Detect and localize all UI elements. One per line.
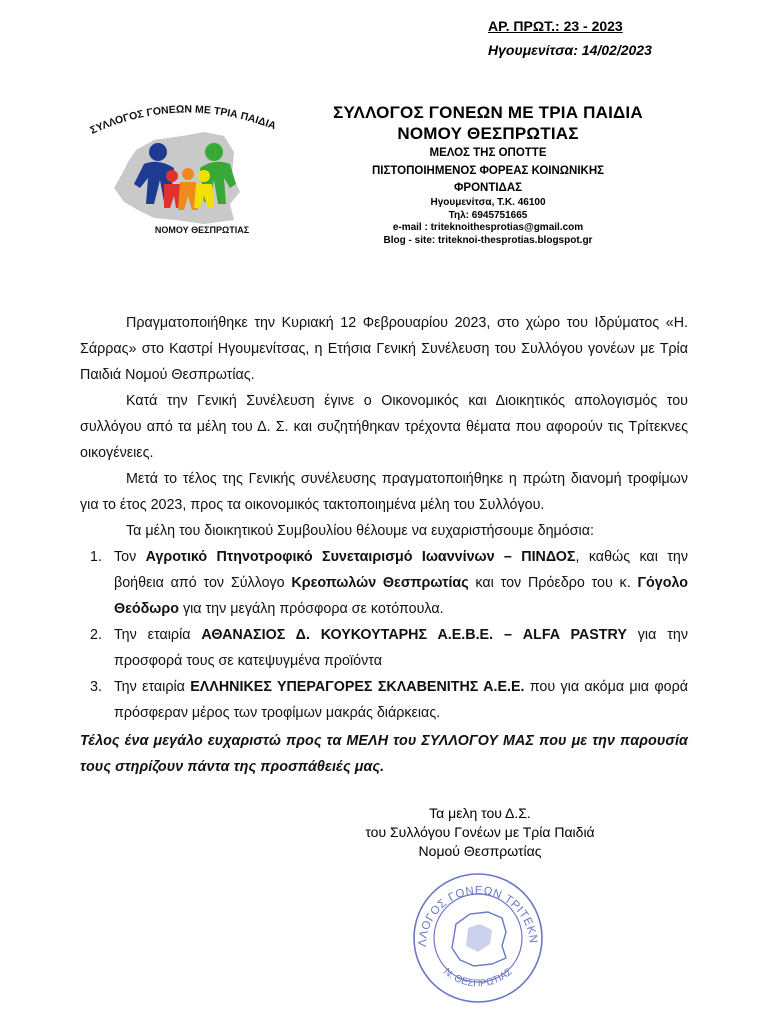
- list-item: 2. Την εταιρία ΑΘΑΝΑΣΙΟΣ Δ. ΚΟΥΚΟΥΤΑΡΗΣ Α.Ε.Β.Ε. – ALFA PASTRY για την προσφορά τους σε κατεψυγμένα προϊόντα: [90, 627, 688, 669]
- association-stamp: [408, 868, 548, 1008]
- certified-line2: ΦΡΟΝΤΙΔΑΣ: [453, 182, 523, 194]
- svg-text:ΣΥΛΛΟΓΟΣ ΓΟΝΕΩΝ ΜΕ ΤΡΙΑ ΠΑΙΔΙΑ: [88, 103, 278, 136]
- blog-link: Blog - site: triteknoi-thesprotias.blogspot.gr: [383, 234, 593, 246]
- stamp-ring-bottom: Ν. ΘΕΣΠΡΩΤΙΑΣ: [441, 966, 515, 990]
- email: e-mail : triteknoithesprotias@gmail.com: [392, 222, 584, 233]
- signature-line2: του Συλλόγου Γονέων με Τρία Παιδιά: [365, 824, 595, 840]
- association-title-line1: ΣΥΛΛΟΓΟΣ ΓΟΝΕΩΝ ΜΕ ΤΡΙΑ ΠΑΙΔΙΑ: [333, 103, 643, 122]
- svg-text:Ν. ΘΕΣΠΡΩΤΙΑΣ: [441, 966, 514, 989]
- member-line: ΜΕΛΟΣ ΤΗΣ ΟΠΟΤΤΕ: [429, 147, 547, 159]
- protocol-number: ΑΡ. ΠΡΩΤ.: 23 - 2023: [488, 18, 623, 34]
- certified-line1: ΠΙΣΤΟΠΟΙΗΜΕΝΟΣ ΦΟΡΕΑΣ ΚΟΙΝΩΝΙΚΗΣ: [371, 165, 605, 177]
- closing-statement: Τέλος ένα μεγάλο ευχαριστώ προς τα ΜΕΛΗ του ΣΥΛΛΟΓΟΥ ΜΑΣ που με την παρουσία τους στηρίζουν πάντα της προσπάθειές μας.: [80, 733, 688, 775]
- thanks-list: [80, 544, 688, 726]
- protocol-header: [488, 14, 748, 62]
- logo-arc-text: ΣΥΛΛΟΓΟΣ ΓΟΝΕΩΝ ΜΕ ΤΡΙΑ ΠΑΙΔΙΑ: [88, 103, 278, 137]
- paragraph-3: Μετά το τέλος της Γενικής συνέλευσης πραγματοποιήθηκε η πρώτη διανομή τροφίμων για το έτος 2023, προς τα οικονομικός τακτοποιημένα μέλη του Συλλόγου.: [80, 471, 688, 513]
- signature-line1: Τα μελη του Δ.Σ.: [429, 805, 531, 821]
- association-logo: [84, 92, 296, 244]
- list-item: 1. Τον Αγροτικό Πτηνοτροφικό Συνεταιρισμό Ιωαννίνων – ΠΙΝΔΟΣ, καθώς και την βοήθεια από τον Σύλλογο Κρεοπωλών Θεσπρωτίας και τον Πρόεδρο του κ. Γόγολο Θεόδωρο για την μεγάλη πρόσφορα σε κοτόπουλα.: [90, 549, 688, 617]
- logo-bottom-text: ΝΟΜΟΥ ΘΕΣΠΡΩΤΙΑΣ: [154, 225, 250, 235]
- stamp-map-detail: [466, 924, 492, 952]
- address: Ηγουμενίτσα, Τ.Κ. 46100: [430, 197, 546, 208]
- association-title-line2: ΝΟΜΟΥ ΘΕΣΠΡΩΤΙΑΣ: [397, 124, 579, 143]
- signature-block: [340, 804, 620, 861]
- phone: Τηλ: 6945751665: [448, 209, 528, 221]
- protocol-date: Ηγουμενίτσα: 14/02/2023: [488, 42, 652, 58]
- paragraph-1: Πραγματοποιήθηκε την Κυριακή 12 Φεβρουαρίου 2023, στο χώρο του Ιδρύματος «Η. Σάρρας» στο Καστρί Ηγουμενίτσας, η Ετήσια Γενική Συνέλευση του Συλλόγου γονέων με Τρία Παιδιά Νομού Θεσπρωτίας.: [80, 315, 688, 383]
- signature-line3: Νομού Θεσπρωτίας: [418, 843, 542, 859]
- paragraph-4: Τα μέλη του διοικητικού Συμβουλίου θέλουμε να ευχαριστήσουμε δημόσια:: [126, 523, 594, 539]
- letter-body: [80, 310, 688, 780]
- list-item: 3. Την εταιρία ΕΛΛΗΝΙΚΕΣ ΥΠΕΡΑΓΟΡΕΣ ΣΚΛΑΒΕΝΙΤΗΣ Α.Ε.Ε. που για ακόμα μια φορά πρόσφεραν μέρος των τροφίμων μακράς διάρκειας.: [90, 679, 688, 721]
- letterhead: [308, 102, 668, 247]
- paragraph-2: Κατά την Γενική Συνέλευση έγινε ο Οικονομικός και Διοικητικός απολογισμός του συλλόγου από τα μέλη του Δ. Σ. και συζητήθηκαν τρέχοντα θέματα που αφορούν τις Τρίτεκνες οικογένειες.: [80, 393, 688, 461]
- stamp-ring-text: ΛΛΟΓΟΣ ΓΟΝΕΩΝ ΤΡΙΤΕΚΝ: [416, 884, 540, 948]
